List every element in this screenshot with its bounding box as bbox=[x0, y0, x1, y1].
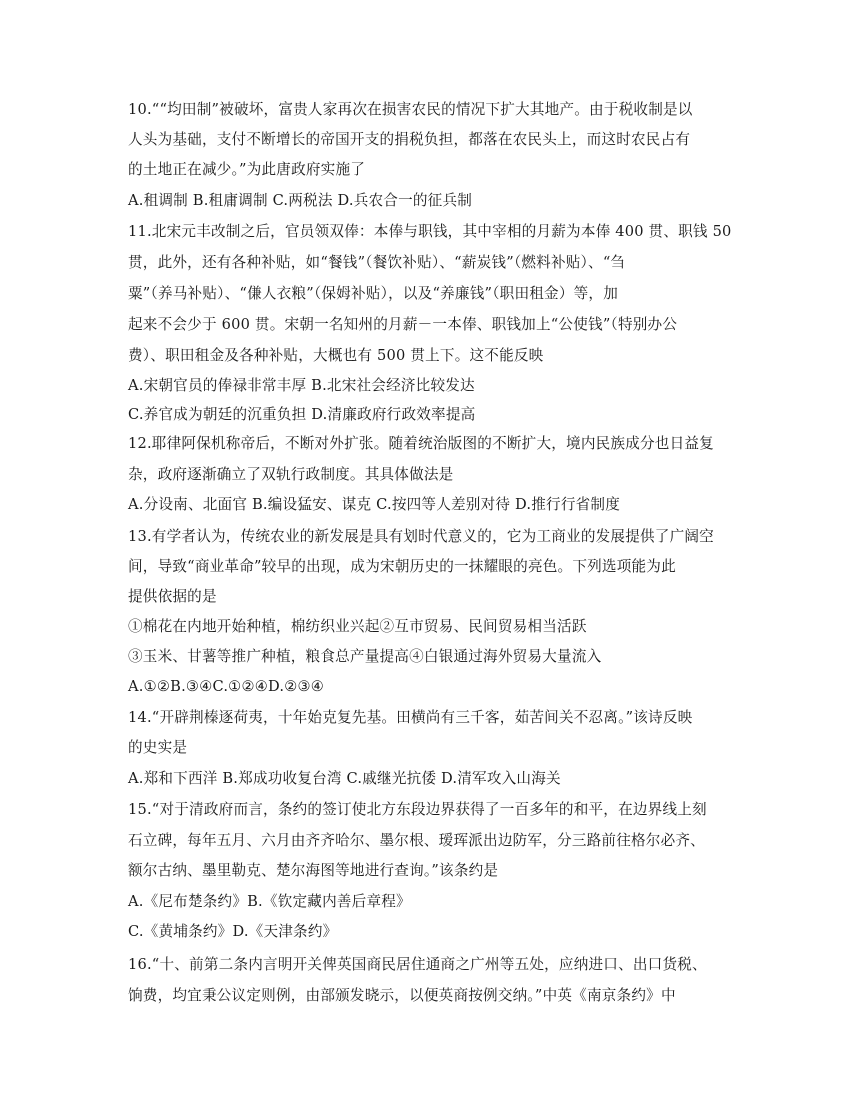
text-line: 粟”（养马补贴）、“傔人衣粮”（保姆补贴），以及“养廉钱”（职田租金）等，加 bbox=[128, 285, 619, 302]
option-line: A.分设南、北面官 B.编设猛安、谋克 C.按四等人差别对待 D.推行行省制度 bbox=[128, 496, 620, 513]
text-line: 人头为基础，支付不断增长的帝国开支的捐税负担，都落在农民头上，而这时农民占有 bbox=[128, 131, 691, 148]
text-line: ③玉米、甘薯等推广种植，粮食总产量提高④白银通过海外贸易大量流入 bbox=[128, 648, 602, 665]
option-line: A.《尼布楚条约》B.《钦定藏内善后章程》 bbox=[128, 893, 411, 910]
option-line: C.养官成为朝廷的沉重负担 D.清廉政府行政效率提高 bbox=[128, 406, 476, 423]
option-line: A.宋朝官员的俸禄非常丰厚 B.北宋社会经济比较发达 bbox=[128, 377, 475, 394]
text-line: ①棉花在内地开始种植，棉纺织业兴起②互市贸易、民间贸易相当活跃 bbox=[128, 618, 587, 635]
text-line: 13.有学者认为，传统农业的新发展是具有划时代意义的，它为工商业的发展提供了广阔空 bbox=[128, 528, 714, 545]
text-line: 15.“对于清政府而言，条约的签订使北方东段边界获得了一百多年的和平，在边界线上刻 bbox=[128, 801, 707, 818]
text-line: 12.耶律阿保机称帝后，不断对外扩张。随着统治版图的不断扩大，境内民族成分也日益复 bbox=[128, 435, 714, 452]
text-line: 10.““均田制”被破坏，富贵人家再次在损害农民的情况下扩大其地产。由于税收制是以 bbox=[128, 101, 693, 118]
text-line: 贯，此外，还有各种补贴，如“餐钱”（餐饮补贴）、“薪炭钱”（燃料补贴）、“刍 bbox=[128, 254, 626, 271]
text-line: 11.北宋元丰改制之后，官员领双俸：本俸与职钱，其中宰相的月薪为本俸 400 贯、职钱 50 bbox=[128, 223, 732, 240]
text-line: 的史实是 bbox=[128, 739, 188, 756]
text-line: 16.“十、前第二条内言明开关俾英国商民居住通商之广州等五处，应纳进口、出口货税、 bbox=[128, 956, 707, 973]
text-line: 杂，政府逐渐确立了双轨行政制度。其具体做法是 bbox=[128, 466, 454, 483]
text-line: 起来不会少于 600 贯。宋朝一名知州的月薪－一本俸、职钱加上“公使钱”（特别办公 bbox=[128, 316, 678, 333]
text-line: 间，导致“商业革命”较早的出现，成为宋朝历史的一抹耀眼的亮色。下列选项能为此 bbox=[128, 558, 676, 575]
option-line: C.《黄埔条约》D.《天津条约》 bbox=[128, 923, 338, 940]
option-line: A.①②B.③④C.①②④D.②③④ bbox=[128, 678, 325, 695]
option-line: A.租调制 B.租庸调制 C.两税法 D.兵农合一的征兵制 bbox=[128, 192, 473, 209]
text-line: 费）、职田租金及各种补贴，大概也有 500 贯上下。这不能反映 bbox=[128, 347, 544, 364]
text-line: 的土地正在减少。”为此唐政府实施了 bbox=[128, 161, 366, 178]
text-line: 饷费，均宜秉公议定则例，由部颁发晓示，以便英商按例交纳。”中英《南京条约》中 bbox=[128, 987, 676, 1004]
text-line: 提供依据的是 bbox=[128, 588, 217, 605]
text-line: 14.“开辟荆榛逐荷夷，十年始克复先基。田横尚有三千客，茹苦间关不忍离。”该诗反映 bbox=[128, 709, 693, 726]
text-line: 石立碑，每年五月、六月由齐齐哈尔、墨尔根、瑷珲派出边防军，分三路前往格尔必齐、 bbox=[128, 832, 705, 849]
option-line: A.郑和下西洋 B.郑成功收复台湾 C.戚继光抗倭 D.清军攻入山海关 bbox=[128, 770, 561, 787]
text-line: 额尔古纳、墨里勒克、楚尔海图等地进行查询。”该条约是 bbox=[128, 862, 499, 879]
